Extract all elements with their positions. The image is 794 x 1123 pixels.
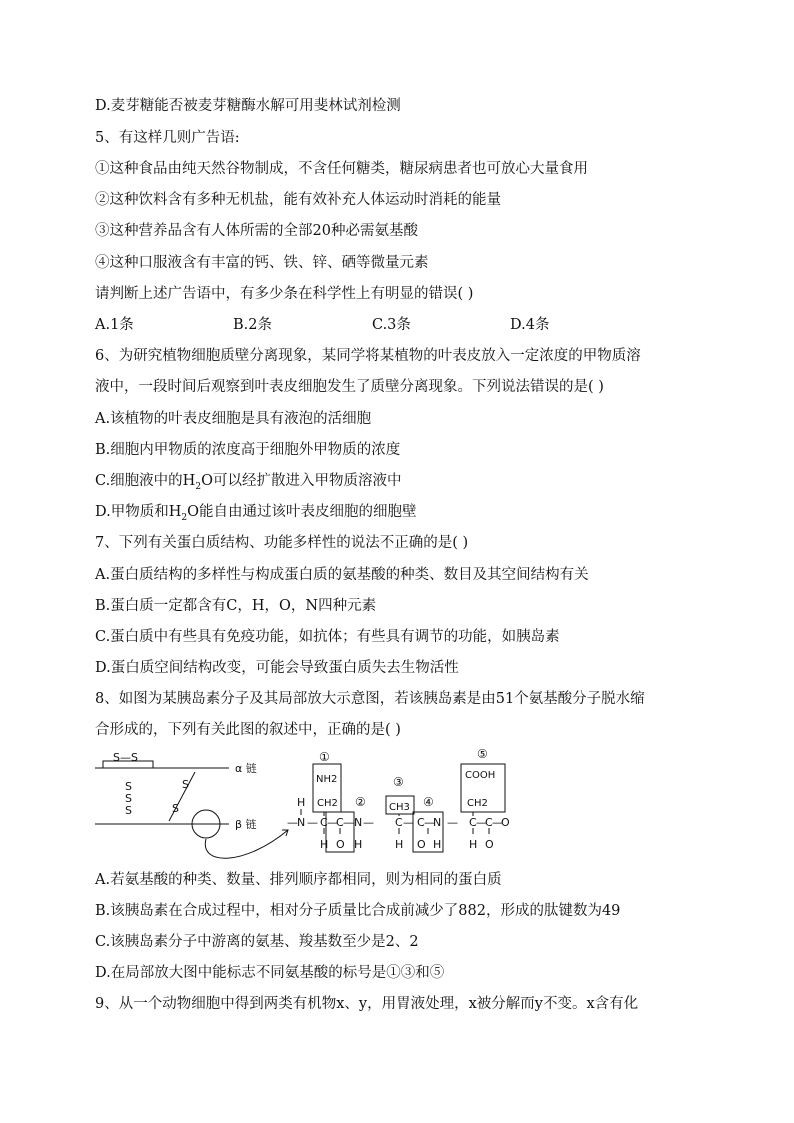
n-atom: N [297, 816, 306, 829]
q7-option-b: B.蛋白质一定都含有C，H，O，N四种元素 [95, 598, 377, 614]
o-atom: O [417, 838, 426, 851]
o-atom: O [336, 838, 345, 851]
s-label: S [172, 802, 179, 815]
q7-stem: 7、下列有关蛋白质结构、功能多样性的说法不正确的是( ) [95, 535, 469, 551]
h-atom: H [395, 838, 404, 851]
bond: — [287, 816, 298, 829]
ch2-group: CH2 [317, 798, 338, 809]
q5-option-d: D.4条 [510, 317, 550, 333]
h-atom: H [354, 838, 363, 851]
q7-option-c: C.蛋白质中有些具有免疫功能，如抗体；有些具有调节的功能，如胰岛素 [95, 629, 560, 645]
q5-statement-2: ②这种饮料含有多种无机盐，能有效补充人体运动时消耗的能量 [95, 192, 501, 208]
bond: — [327, 816, 338, 829]
disulfide-top: S—S [113, 751, 138, 764]
q4-option-d: D.麦芽糖能否被麦芽糖酶水解可用斐林试剂检测 [95, 98, 401, 114]
q9-stem: 9、从一个动物细胞中得到两类有机物x、y，用胃液处理，x被分解而y不变。x含有化 [95, 996, 639, 1012]
marker-1: ① [319, 750, 330, 764]
beta-chain-label: β 链 [235, 818, 257, 831]
s-label: S [125, 804, 132, 817]
s-label: S [182, 778, 189, 791]
bond: — [424, 816, 435, 829]
ch3-group: CH3 [389, 802, 410, 813]
q5-stem: 5、有这样几则广告语: [95, 130, 240, 146]
bond: — [343, 816, 354, 829]
bond: — [363, 816, 374, 829]
q5-question: 请判断上述广告语中，有多少条在科学性上有明显的错误( ) [95, 286, 474, 302]
c-atom: C [395, 816, 403, 829]
nh2-group: NH2 [316, 774, 338, 785]
s-label: S [125, 780, 132, 793]
bond: — [307, 816, 318, 829]
alpha-chain-label: α 链 [235, 762, 257, 775]
bond: — [476, 816, 487, 829]
bond: — [403, 816, 414, 829]
q5-option-b: B.2条 [233, 317, 272, 333]
n-atom: N [354, 816, 363, 829]
marker-5: ⑤ [477, 747, 488, 761]
q6-stem-line2: 液中，一段时间后观察到叶表皮细胞发生了质壁分离现象。下列说法错误的是( ) [95, 379, 604, 395]
o-atom: O [501, 816, 510, 829]
c-atom: C [469, 816, 477, 829]
insulin-diagram [95, 744, 525, 866]
c-atom: C [417, 816, 425, 829]
o-atom: O [485, 838, 494, 851]
q5-statement-1: ①这种食品由纯天然谷物制成，不含任何糖类，糖尿病患者也可放心大量食用 [95, 161, 588, 177]
q8-stem-line2: 合形成的，下列有关此图的叙述中，正确的是( ) [95, 722, 401, 738]
h-atom: H [320, 838, 329, 851]
q8-stem-line1: 8、如图为某胰岛素分子及其局部放大示意图，若该胰岛素是由51个氨基酸分子脱水缩 [95, 691, 645, 707]
s-label: S [125, 792, 132, 805]
insulin-chains [95, 761, 288, 858]
bond: — [447, 816, 458, 829]
q6-option-d: D.甲物质和$H_2O$能自由通过该叶表皮细胞的细胞壁 [95, 504, 417, 523]
marker-3: ③ [393, 775, 404, 789]
q6-option-c: C.细胞液中的$H_2O$可以经扩散进入甲物质溶液中 [95, 473, 402, 492]
q7-option-d: D.蛋白质空间结构改变，可能会导致蛋白质失去生物活性 [95, 660, 459, 676]
c-atom: C [485, 816, 493, 829]
q5-option-c: C.3条 [372, 317, 411, 333]
q8-option-b: B.该胰岛素在合成过程中，相对分子质量比合成前减少了882，形成的肽键数为49 [95, 903, 621, 919]
marker-4: ④ [423, 795, 434, 809]
c-atom: C [336, 816, 344, 829]
marker-2: ② [355, 795, 366, 809]
q5-statement-4: ④这种口服液含有丰富的钙、铁、锌、硒等微量元素 [95, 255, 429, 271]
q6-option-b: B.细胞内甲物质的浓度高于细胞外甲物质的浓度 [95, 442, 401, 458]
q5-statement-3: ③这种营养品含有人体所需的全部20种必需氨基酸 [95, 223, 418, 239]
q8-option-c: C.该胰岛素分子中游离的氨基、羧基数至少是2、2 [95, 934, 419, 950]
q6-option-a: A.该植物的叶表皮细胞是具有液泡的活细胞 [95, 411, 372, 427]
h-atom: H [433, 838, 442, 851]
n-atom: N [433, 816, 442, 829]
q7-option-a: A.蛋白质结构的多样性与构成蛋白质的氨基酸的种类、数目及其空间结构有关 [95, 567, 589, 583]
h-atom: H [297, 796, 306, 809]
q8-option-d: D.在局部放大图中能标志不同氨基酸的标号是①③和⑤ [95, 965, 445, 981]
q8-option-a: A.若氨基酸的种类、数量、排列顺序都相同，则为相同的蛋白质 [95, 872, 502, 888]
cooh-group: COOH [465, 770, 496, 781]
c-atom: C [320, 816, 328, 829]
q5-option-a: A.1条 [95, 317, 134, 333]
h-atom: H [469, 838, 478, 851]
q6-stem-line1: 6、为研究植物细胞质壁分离现象，某同学将某植物的叶表皮放入一定浓度的甲物质溶 [95, 348, 641, 364]
bond: — [492, 816, 503, 829]
ch2-group: CH2 [467, 798, 488, 809]
